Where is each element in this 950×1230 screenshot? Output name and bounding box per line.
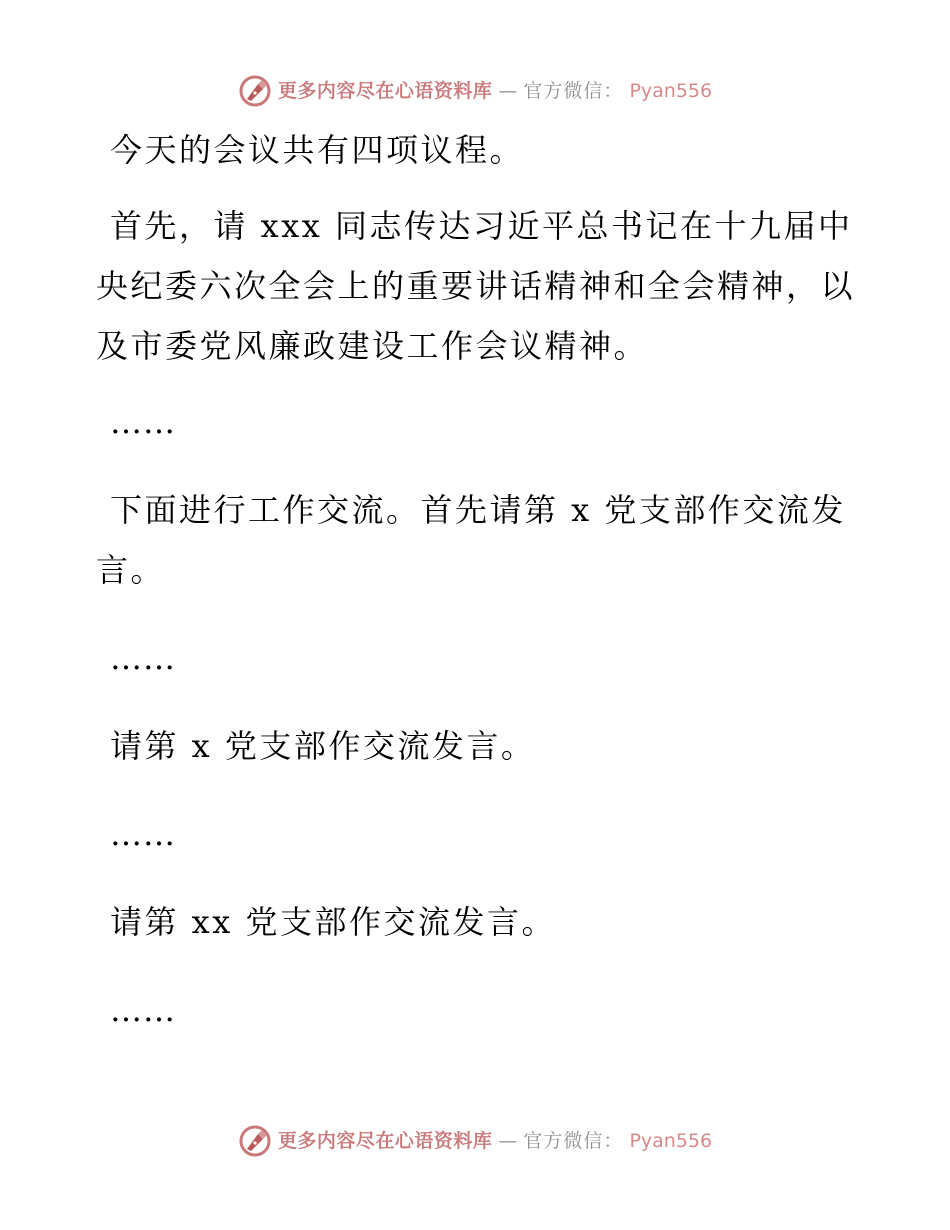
- header-watermark: [0, 74, 950, 108]
- paragraph-first-item: 首先，请 xxx 同志传达习近平总书记在十九届中央纪委六次全会上的重要讲话精神和全会精神，以及市委党风廉政建设工作会议精神。: [96, 207, 856, 365]
- paragraph-branch-xx: 请第 xx 党支部作交流发言。: [110, 903, 556, 941]
- watermark-wechat-id: Pyan556: [629, 80, 713, 102]
- ellipsis-1: ……: [110, 403, 176, 441]
- paragraph-work-exchange: 下面进行工作交流。首先请第 x 党支部作交流发言。: [96, 491, 846, 589]
- ellipsis-2: ……: [110, 639, 176, 677]
- footer-watermark: [0, 1124, 950, 1158]
- ellipsis-4: ……: [110, 991, 176, 1029]
- watermark-wechat-id: Pyan556: [629, 1130, 713, 1152]
- pen-nib-logo-icon: [238, 1124, 272, 1158]
- watermark-wechat-label: 官方微信：: [523, 80, 624, 102]
- watermark-site-name: 更多内容尽在心语资料库: [277, 80, 493, 102]
- document-body: [96, 120, 866, 1068]
- paragraph-agenda: 今天的会议共有四项议程。: [110, 131, 525, 169]
- watermark-site-name: 更多内容尽在心语资料库: [277, 1130, 493, 1152]
- watermark-wechat-label: 官方微信：: [523, 1130, 624, 1152]
- watermark-dash: —: [498, 80, 518, 102]
- paragraph-branch-x: 请第 x 党支部作交流发言。: [110, 727, 536, 765]
- ellipsis-3: ……: [110, 815, 176, 853]
- pen-nib-logo-icon: [238, 74, 272, 108]
- watermark-dash: —: [498, 1130, 518, 1152]
